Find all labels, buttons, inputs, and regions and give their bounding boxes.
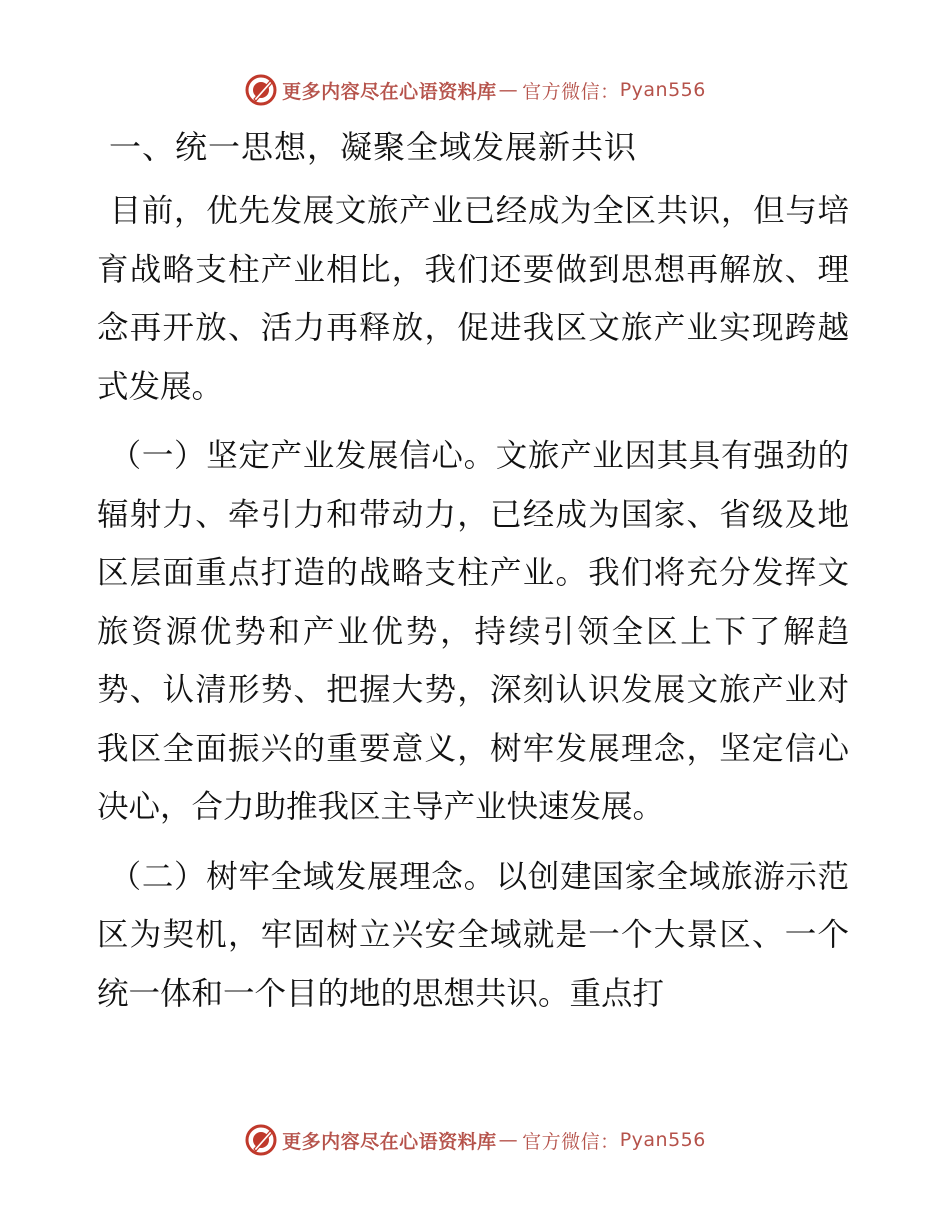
watermark-text: 更多内容尽在心语资料库 (282, 1130, 497, 1153)
document-body (97, 118, 849, 1034)
watermark-text: 更多内容尽在心语资料库 (282, 80, 497, 103)
watermark-wechat-id: Pyan556 (619, 79, 706, 101)
paragraph-3-text: （二）树牢全域发展理念。以创建国家全域旅游示范区为契机，牢固树立兴安全域就是一个大景区、一个统一体和一个目的地的思想共识。重点打 (97, 858, 849, 1012)
footer-watermark (0, 1120, 950, 1160)
paragraph-3 (97, 848, 849, 1024)
header-watermark (0, 70, 950, 110)
paragraph-1 (97, 182, 849, 416)
pen-logo-icon (244, 73, 278, 107)
pen-logo-icon (244, 1123, 278, 1157)
watermark-label: 官方微信： (522, 1130, 620, 1153)
watermark-separator: — (498, 1129, 519, 1151)
paragraph-2-text: （一）坚定产业发展信心。文旅产业因其具有强劲的辐射力、牵引力和带动力，已经成为国家、省级及地区层面重点打造的战略支柱产业。我们将充分发挥文旅资源优势和产业优势，持续引领全区上下了解趋势、认清形势、把握大势，深刻认识发展文旅产业对我区全面振兴的重要意义，树牢发展理念，坚定信心决心，合力助推我区主导产业快速发展。 (97, 438, 849, 825)
watermark-wechat-id: Pyan556 (619, 1129, 706, 1151)
paragraph-2 (97, 427, 849, 837)
watermark-separator: — (498, 79, 519, 101)
paragraph-1-text: 目前，优先发展文旅产业已经成为全区共识，但与培育战略支柱产业相比，我们还要做到思想再解放、理念再开放、活力再释放，促进我区文旅产业实现跨越式发展。 (97, 193, 849, 405)
watermark-label: 官方微信： (522, 80, 620, 103)
section-heading: 一、统一思想，凝聚全域发展新共识 (109, 128, 638, 166)
